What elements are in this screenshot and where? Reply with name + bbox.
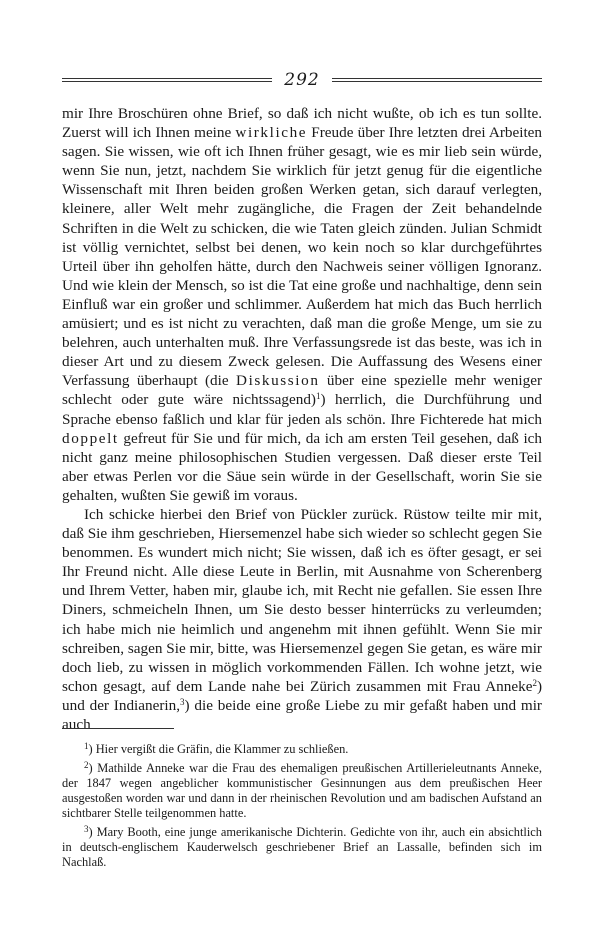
page-header (62, 66, 542, 94)
footnote-separator (62, 728, 174, 729)
footnote-text: ) Mary Booth, eine junge amerikanische Dichterin. Gedichte von ihr, auch ein absichtlich in deutsch-englischem Kauderwelsch geschriebener Brief an Lassalle, befinden sich im Nachlaß. (62, 825, 542, 869)
footnote-mark: 3 (84, 824, 89, 834)
text-run: über eine spezielle mehr weniger schlecht oder gute wäre nichtssagend) (62, 372, 542, 409)
text-run: mir Ihre Broschüren ohne Brief, so daß ich nicht wußte, ob ich es tun sollte. Zuerst will ich Ihnen meine (62, 105, 542, 142)
header-rule-left (62, 78, 272, 82)
paragraph (62, 104, 542, 505)
footnote-mark: 2 (84, 760, 89, 770)
text-run: Ich schicke hierbei den Brief von Pückler zurück. Rüstow teilte mir mit, daß Sie ihm geschrieben, Hiersemenzel habe sich wieder so schlecht gegen Sie benommen. Es wundert mich nicht; Sie wissen, daß ich es öfter gesagt, er sei Ihr Freund nicht. Alle diese Leute in Berlin, mit Ausnahme von Scherenberg und Ihrem Vetter, haben mir, glaube ich, mit Recht nie gefallen. Sie essen Ihre Diners, schmeicheln Ihnen, um Sie desto besser hinterrücks zu verleumden; ich habe mich nie heimlich und angenehm mit ihnen gefühlt. Wenn Sie mir schreiben, sagen Sie mir, bitte, was Hiersemenzel gegen Sie getan, es wäre mir doch lieb, zu wissen in möglich vorkommenden Fällen. Ich wohne jetzt, wie schon gesagt, auf dem Lande nahe bei Zürich zusammen mit Frau Anneke (62, 505, 542, 695)
footnote (62, 742, 542, 757)
footnote-text: ) Mathilde Anneke war die Frau des ehemaligen preußischen Artillerieleutnants Anneke, der 1847 wegen angeblicher kommunistischer Gesinnungen aus dem preußischen Heer ausgestoßen worden war und dann in der rheinischen Revolution und am badischen Aufstand an sichtbarer Stelle teilgenommen hatte. (62, 761, 542, 820)
footnote-ref: 3 (180, 696, 185, 707)
footnote-ref: 2 (532, 677, 537, 688)
main-text (62, 104, 542, 734)
text-run: ) und der Indianerin, (62, 677, 542, 714)
footnotes (62, 742, 542, 874)
footnote (62, 761, 542, 821)
footnote-ref: 1 (315, 391, 321, 402)
text-run: gefreut für Sie und für mich, da ich am ersten Teil gesehen, daß ich nicht ganz meine philosophischen Studien vergessen. Daß dieser erste Teil aber etwas Perlen vor die Säue sein würde in der Gesellschaft, worin Sie sie gehalten, wußten Sie gewiß im voraus. (62, 429, 542, 504)
text-run: ) die beide eine große Liebe zu mir gefaßt haben und mir auch (62, 696, 542, 733)
paragraph (62, 505, 542, 734)
emphasized-text: doppelt (62, 429, 119, 447)
text-run: Freude über Ihre letzten drei Arbeiten sagen. Sie wissen, wie oft ich Ihnen früher gesagt, wie es mir lieb sein würde, wenn Sie nun, jetzt, nachdem Sie wirklich für jetzt genug für die eigentliche Wissenschaft mit Ihren beiden großen Werken getan, sich darauf verlegten, kleinere, aller Welt mehr zugängliche, die Fragen der Zeit behandelnde Schriften in die Welt zu schicken, die wie Taten gleich zünden. Julian Schmidt ist völlig vernichtet, selbst bei denen, wo kein noch so klar durchgeführtes Urteil über ihn geholfen hätte, durch den Nachweis seiner völligen Ignoranz. Und wie klein der Mensch, so ist die Tat eine große und nachhaltige, denn sein Einfluß war ein großer und schlimmer. Außerdem hat mich das Buch herrlich amüsiert; und es ist nicht zu verachten, daß man die große Menge, um sie zu belehren, auch unterhalten muß. Ihre Verfassungsrede ist das beste, was ich in dieser Art und zu diesem Zweck gelesen. Die Auffassung des Wesens einer Verfassung überhaupt (die (62, 124, 543, 390)
header-rule-right (332, 78, 542, 82)
emphasized-text: wirkliche (235, 124, 308, 142)
text-run: ) herrlich, die Durchführung und Sprache ebenso faßlich und klar für jeden als schön. Ihre Fichterede hat mich (62, 391, 542, 428)
footnote-text: ) Hier vergißt die Gräfin, die Klammer zu schließen. (88, 742, 349, 756)
page-number: 292 (284, 70, 320, 90)
emphasized-text: Diskussion (236, 372, 320, 390)
footnote-mark: 1 (84, 741, 89, 751)
footnote (62, 825, 542, 870)
